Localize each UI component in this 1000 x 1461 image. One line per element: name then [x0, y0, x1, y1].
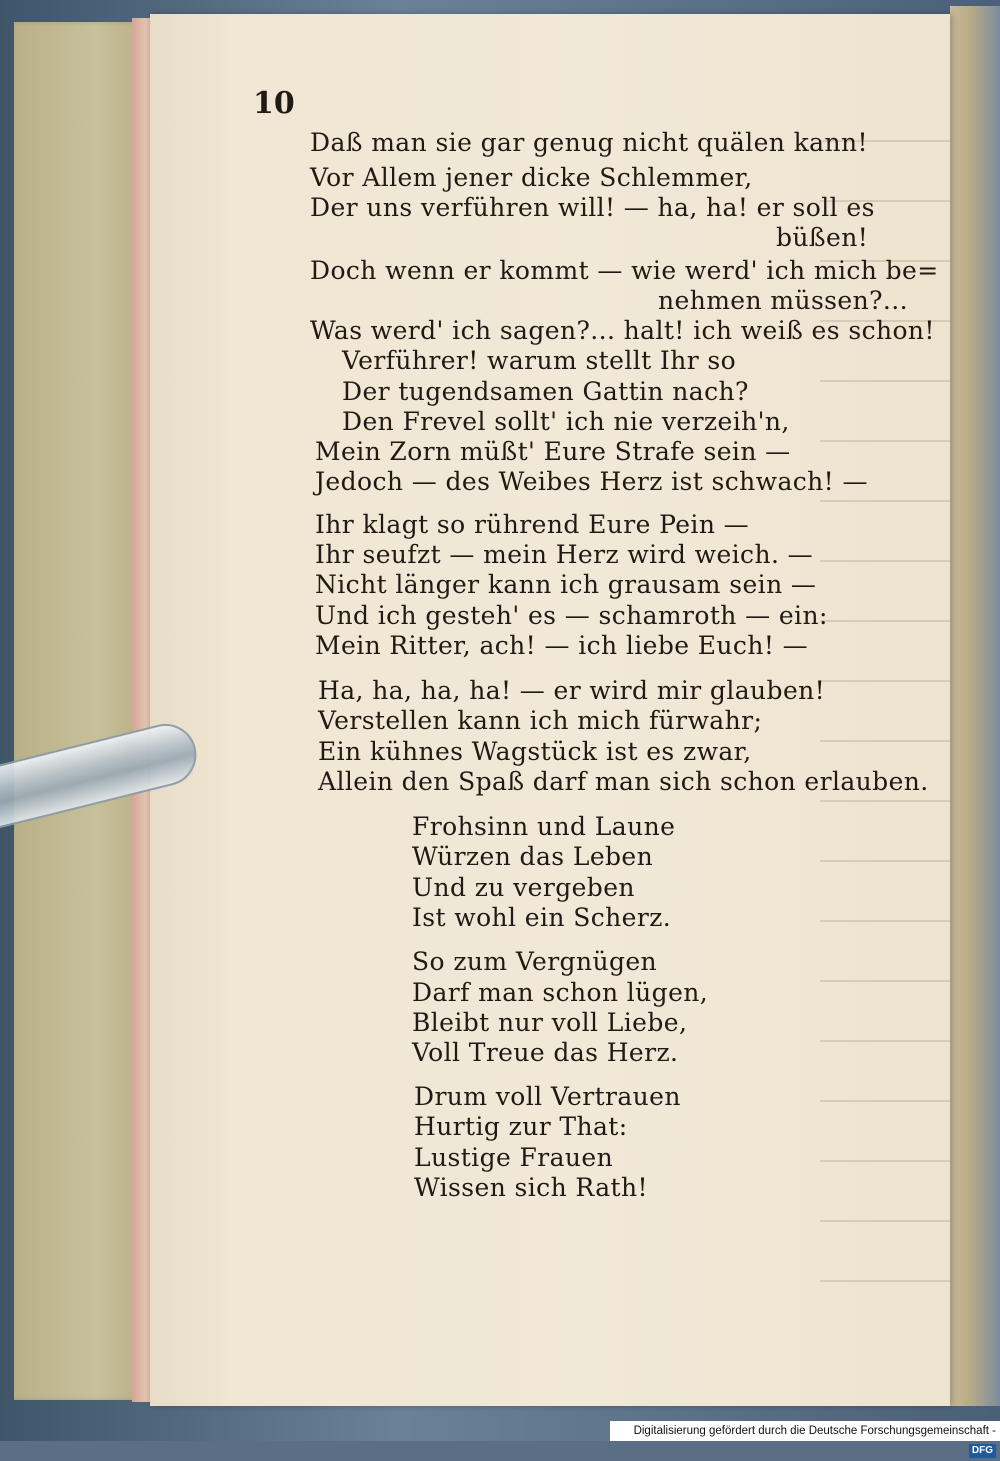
text-line: Vor Allem jener dicke Schlemmer,	[310, 163, 753, 192]
text-line: Verstellen kann ich mich fürwahr;	[318, 706, 763, 735]
text-line: Mein Ritter, ach! — ich liebe Euch! —	[315, 631, 809, 660]
text-line: Den Frevel sollt' ich nie verzeih'n,	[342, 407, 790, 436]
text-line: Bleibt nur voll Liebe,	[412, 1008, 688, 1037]
text-line: Voll Treue das Herz.	[412, 1038, 679, 1067]
text-line: büßen!	[776, 223, 869, 252]
text-line: Darf man schon lügen,	[412, 978, 709, 1007]
text-line: Allein den Spaß darf man sich schon erlauben.	[318, 767, 929, 796]
text-line: Ist wohl ein Scherz.	[412, 903, 672, 932]
text-line: nehmen müssen?...	[658, 286, 908, 315]
text-line: Der uns verführen will! — ha, ha! er soll es	[310, 193, 875, 222]
text-line: Ein kühnes Wagstück ist es zwar,	[318, 737, 752, 766]
text-line: Drum voll Vertrauen	[414, 1082, 681, 1111]
text-line: Frohsinn und Laune	[412, 812, 676, 841]
text-line: Ihr seufzt — mein Herz wird weich. —	[315, 540, 814, 569]
text-line: So zum Vergnügen	[412, 947, 658, 976]
text-line: Und ich gesteh' es — schamroth — ein:	[315, 601, 828, 630]
text-line: Wissen sich Rath!	[414, 1173, 648, 1202]
text-line: Verführer! warum stellt Ihr so	[342, 346, 737, 375]
text-line: Lustige Frauen	[414, 1143, 614, 1172]
text-line: Würzen das Leben	[412, 842, 654, 871]
text-line: Der tugendsamen Gattin nach?	[342, 377, 749, 406]
dfg-logo: DFG	[969, 1444, 996, 1458]
text-line: Daß man sie gar genug nicht quälen kann!	[310, 128, 868, 157]
text-line: Was werd' ich sagen?... halt! ich weiß es schon!	[310, 316, 935, 345]
credit-text: Digitalisierung gefördert durch die Deutsche Forschungsgemeinschaft -	[633, 1425, 996, 1437]
text-line: Doch wenn er kommt — wie werd' ich mich be=	[310, 256, 939, 285]
text-line: Mein Zorn müßt' Eure Strafe sein —	[315, 437, 791, 466]
text-line: Jedoch — des Weibes Herz ist schwach! —	[315, 467, 868, 496]
text-line: Ha, ha, ha, ha! — er wird mir glauben!	[318, 676, 826, 705]
digitization-credit	[610, 1421, 1000, 1456]
text-line: Nicht länger kann ich grausam sein —	[315, 570, 817, 599]
text-line: Und zu vergeben	[412, 873, 635, 902]
text-line: Hurtig zur That:	[414, 1112, 628, 1141]
text-line: Ihr klagt so rührend Eure Pein —	[315, 510, 750, 539]
page-number: 10	[253, 86, 295, 121]
